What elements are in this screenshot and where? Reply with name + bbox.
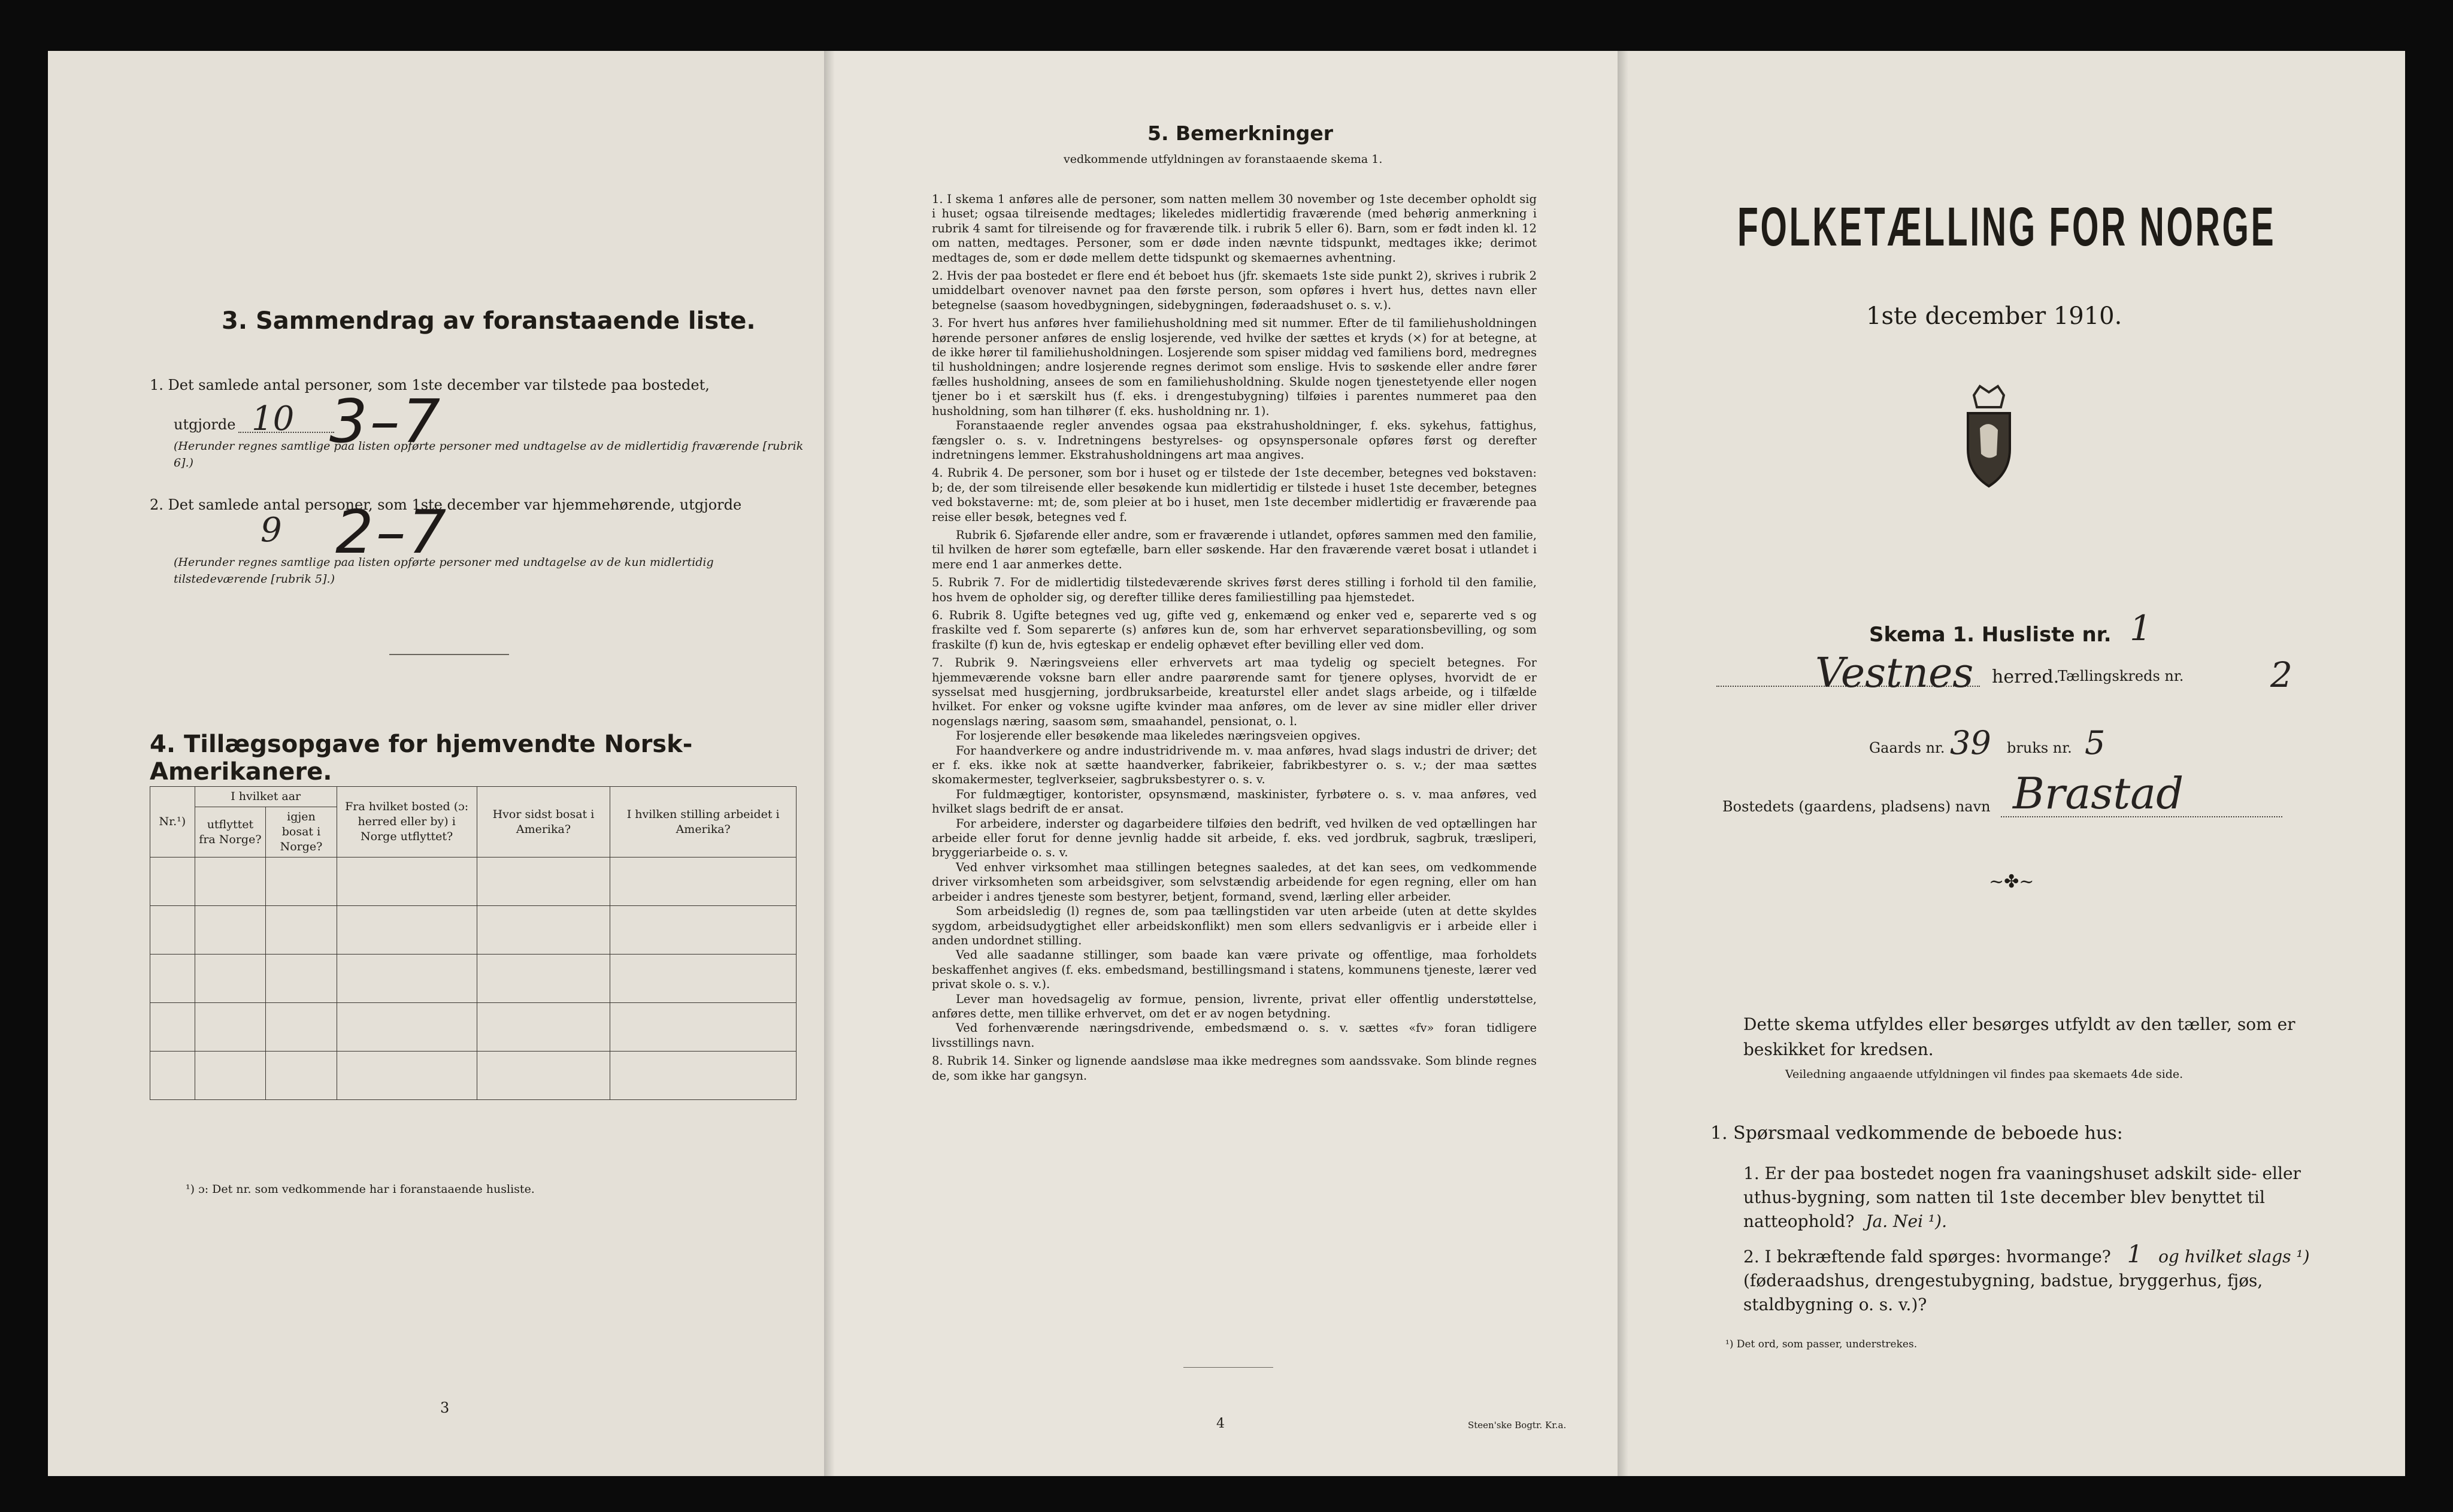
remark-paragraph: Som arbeidsledig (l) regnes de, som paa tællingstiden var uten arbeide (uten at dette skyldes sygdom, arbeidsudygtighet eller arbeidskonflikt) men som ellers sedvanligvis er i arbeide eller i anden undordnet stilling. xyxy=(932,904,1537,947)
kreds-number: 2 xyxy=(2270,655,2293,695)
question1-1 xyxy=(1743,1162,2318,1234)
page-fold xyxy=(824,51,835,1476)
question1-1-text: 1. Er der paa bostedet nogen fra vaaningshuset adskilt side- eller uthus-bygning, som natten til 1ste december blev benyttet til natteophold? xyxy=(1743,1163,2301,1231)
middle-page xyxy=(824,51,1618,1476)
remark-paragraph: 1. I skema 1 anføres alle de personer, som natten mellem 30 november og 1ste december opholdt sig i huset; ogsaa tilreisende medtages; likeledes midlertidig fraværende (med behørig anmerkning i rubrik 4 samt for tilreisende og for fraværende tilk. i rubrik 5 eller 6). Barn, som er født inden kl. 12 om natten, medtages. Personer, som er døde inden nævnte tidspunkt, medtages ikke; derimot medtages de, som er døde mellem dette tidspunkt og skemaernes avhentning. xyxy=(932,192,1537,265)
col-fra-hvilket-bosted: Fra hvilket bosted (ɔ: herred eller by) i Norge utflyttet? xyxy=(337,787,477,857)
ornament-icon: ~✤~ xyxy=(1989,871,2034,892)
remark-paragraph: For losjerende eller besøkende maa likeledes næringsveien opgives. xyxy=(956,729,1361,743)
norway-coat-of-arms-icon xyxy=(1956,383,2022,491)
question1-2-options: (føderaadshus, drengestubygning, badstue, bryggerhus, fjøs, staldbygning o. s. v.)? xyxy=(1743,1271,2263,1314)
husliste-number: 1 xyxy=(2130,608,2152,649)
remark-paragraph: Lever man hovedsagelig av formue, pension, livrente, privat eller offentlig understøttelse, anføres dette, men tillike erhvervet, om det er av nogen betydning. xyxy=(932,992,1537,1020)
bosted-line xyxy=(2001,816,2282,817)
printer-imprint: Steen'ske Bogtr. Kr.a. xyxy=(1468,1420,1567,1431)
remark-paragraph: Rubrik 6. Sjøfarende eller andre, som er fraværende i utlandet, opføres sammen med den familie, til hvilken de hører som egtefælle, barn eller søskende. Har den fraværende været bosat i utlandet i mere end 1 aar anmerkes dette. xyxy=(932,528,1537,571)
left-page xyxy=(48,51,824,1476)
remark-paragraph: Ved forhenværende næringsdrivende, embedsmænd o. s. v. sættes «fv» foran tidligere livsstillings navn. xyxy=(932,1021,1537,1050)
col-utflyttet: utflyttet fra Norge? xyxy=(195,807,266,857)
remark-paragraph: For fuldmægtiger, kontorister, opsynsmænd, maskinister, fyrbøtere o. s. v. maa anføres, ved hvilket slags bedrift de er ansat. xyxy=(932,787,1537,816)
remark-paragraph: 4. Rubrik 4. De personer, som bor i huset og er tilstede der 1ste december, betegnes ved bokstaven: b; de, der som tilreisende eller besøkende kun midlertidig er tilstede i huset 1ste december, betegnes ved bokstaverne: mt; de, som pleier at bo i huset, men 1ste december midlertidig er fraværende paa reise eller besøk, betegnes ved f. xyxy=(932,466,1537,524)
question1-1-answer: Ja. Nei ¹). xyxy=(1866,1211,1947,1231)
herred-label: herred. xyxy=(1992,666,2060,687)
remark-paragraph: Ved enhver virksomhet maa stillingen betegnes saaledes, at det kan sees, om vedkommende driver virksomheten som arbeidsgiver, som selvstændig arbeidende for egen regning, eller om han arbeider i andres tjeneste som bestyrer, betjent, formand, svend, lærling eller arbeider. xyxy=(932,860,1537,904)
item1-text: 1. Det samlede antal personer, som 1ste december var tilstede paa bostedet, xyxy=(150,377,710,393)
table-row xyxy=(150,857,797,906)
question1-2 xyxy=(1743,1243,2318,1317)
item1-note: (Herunder regnes samtlige paa listen opførte personer med undtagelse av de midlertidig fraværende [rubrik 6].) xyxy=(174,440,804,469)
table-row xyxy=(150,1003,797,1052)
instruction-small: Veiledning angaaende utfyldningen vil findes paa skemaets 4de side. xyxy=(1785,1068,2184,1081)
bottom-divider xyxy=(1183,1367,1273,1368)
item1-handwritten-count: 10 xyxy=(252,399,295,438)
remark-paragraph: 3. For hvert hus anføres hver familiehusholdning med sit nummer. Efter de til familiehusholdningen hørende personer anføres de enslig losjerende, ved hvilke der sættes et kryds (×) for at betegne, at de ikke hører til familiehusholdningen. Losjerende som spiser middag ved familiens bord, medregnes til husholdningen; andre losjerende regnes derimot som enslige. Hvis to søskende eller andre fører fælles husholdning, ansees de som en familiehusholdning. Skulde nogen tjenestetyende eller nogen tjener bo i et særskilt hus (f. eks. i drengestubygning) tilføies i parentes nummeret paa den husholdning, som han tilhører (f. eks. husholdning nr. 1). xyxy=(932,316,1537,418)
col-igjen-bosat: igjen bosat i Norge? xyxy=(266,807,337,857)
item1-utgjorde-label: utgjorde xyxy=(174,416,236,433)
remarks-body xyxy=(932,192,1537,1083)
divider xyxy=(389,654,509,655)
item2-text: 2. Det samlede antal personer, som 1ste december var hjemmehørende, utgjorde xyxy=(150,496,742,513)
left-page-number: 3 xyxy=(440,1399,450,1416)
item1-handwritten-annotation: 3–7 xyxy=(329,386,443,456)
bosted-label: Bostedets (gaardens, pladsens) navn xyxy=(1722,798,1991,815)
col-nr: Nr.¹) xyxy=(150,787,195,857)
norsk-amerikanere-table xyxy=(150,786,797,1100)
question1-2-kind: og hvilket slags ¹) xyxy=(2158,1247,2310,1266)
right-page xyxy=(1618,51,2405,1476)
table-row xyxy=(150,1052,797,1100)
remark-paragraph: For haandverkere og andre industridrivende m. v. maa anføres, hvad slags industri de driver; det er f. eks. ikke nok at sætte haandverker, fabrikeier, fabrikbestyrer o. s. v.; der maa sættes skomakermester, teglverkseier, sagbruksbestyrer o. s. v. xyxy=(932,743,1537,787)
table-row xyxy=(150,906,797,955)
remark-paragraph: 8. Rubrik 14. Sinker og lignende aandsløse maa ikke medregnes som aandssvake. Som blinde regnes de, som ikke har gangsyn. xyxy=(932,1054,1537,1083)
instruction-text: Dette skema utfyldes eller besørges utfyldt av den tæller, som er beskikket for kredsen. xyxy=(1743,1014,2295,1059)
question1-heading: 1. Spørsmaal vedkommende de beboede hus: xyxy=(1710,1123,2123,1144)
gaards-number: 39 xyxy=(1950,724,1991,762)
section4-title: 4. Tillægsopgave for hjemvendte Norsk-Amerikanere. xyxy=(150,731,693,786)
remarks-subheading: vedkommende utfyldningen av foranstaaende skema 1. xyxy=(1064,153,1383,166)
schema-label: Skema 1. Husliste nr. xyxy=(1869,623,2112,647)
item2-handwritten-count: 9 xyxy=(261,511,282,550)
col-i-hvilket-aar: I hvilket aar xyxy=(195,787,337,807)
right-footnote: ¹) Det ord, som passer, understrekes. xyxy=(1725,1338,1918,1350)
gaards-label: Gaards nr. xyxy=(1869,740,1945,756)
remark-paragraph: Ved alle saadanne stillinger, som baade kan være private og offentlige, maa forholdets beskaffenhet angives (f. eks. embedsmand, bestillingsmand i statens, kommunens tjeneste, lærer ved privat skole o. s. v.). xyxy=(932,948,1537,992)
left-footnote: ¹) ɔ: Det nr. som vedkommende har i foranstaaende husliste. xyxy=(186,1183,535,1196)
bruks-number: 5 xyxy=(2085,724,2106,762)
remark-paragraph: 6. Rubrik 8. Ugifte betegnes ved ug, gifte ved g, enkemænd og enker ved e, separerte ved s og fraskilte ved f. Som separerte (s) anføres kun de, som har erhvervet separationsbevilling, og som fraskilte (f) kun de, hvis egteskap er endelig ophævet efter bevilling eller ved dom. xyxy=(932,608,1537,652)
kreds-label: Tællingskreds nr. xyxy=(2058,668,2184,684)
page-fold xyxy=(1618,51,1628,1476)
census-date: 1ste december 1910. xyxy=(1866,302,2122,330)
item2-handwritten-annotation: 2–7 xyxy=(335,497,449,567)
remarks-heading: 5. Bemerkninger xyxy=(1147,122,1334,145)
bosted-name: Brastad xyxy=(2013,768,2184,819)
item2-note: (Herunder regnes samtlige paa listen opførte personer med undtagelse av de kun midlertidig tilstedeværende [rubrik 5].) xyxy=(174,556,714,586)
col-hvor-sidst-bosat: Hvor sidst bosat i Amerika? xyxy=(477,787,610,857)
middle-page-number: 4 xyxy=(1216,1416,1225,1431)
herred-handwritten: Vestnes xyxy=(1815,650,1974,697)
remark-paragraph: 5. Rubrik 7. For de midlertidig tilstedeværende skrives først deres stilling i forhold til den familie, hos hvem de opholder sig, og derefter tillike deres familiestilling paa hjemstedet. xyxy=(932,575,1537,604)
question1-2-text: 2. I bekræftende fald spørges: hvormange? xyxy=(1743,1247,2111,1266)
section3-title: 3. Sammendrag av foranstaaende liste. xyxy=(222,307,756,335)
remark-paragraph: Foranstaaende regler anvendes ogsaa paa ekstrahusholdninger, f. eks. sykehus, fattighus, fængsler o. s. v. Indretningens bestyrelses- og opsynspersonale opføres først og derefter indretningens lemmer. Ekstrahusholdningens art maa angives. xyxy=(932,419,1537,462)
question1-2-handwritten: 1 xyxy=(2127,1241,2143,1268)
remark-paragraph: 2. Hvis der paa bostedet er flere end ét beboet hus (jfr. skemaets 1ste side punkt 2), skrives i rubrik 2 umiddelbart ovenover navnet paa den første person, som opføres i hvert hus, dettes navn eller betegnelse (saasom hovedbygningen, sidebygningen, føderaadshuset o. s. v.). xyxy=(932,269,1537,312)
bruks-label: bruks nr. xyxy=(2007,740,2072,756)
col-stilling: I hvilken stilling arbeidet i Amerika? xyxy=(610,787,797,857)
table-row xyxy=(150,955,797,1003)
remark-paragraph: 7. Rubrik 9. Næringsveiens eller erhvervets art maa tydelig og specielt betegnes. For hjemmeværende voksne barn eller andre paarørende samt for tjenere oplyses, hvorvidt de er sysselsat med husgjerning, jordbruksarbeide, kreaturstel eller andet slags arbeide, og i tilfælde hvilket. For enker og voksne ugifte kvinder maa anføres, om de lever av sine midler eller driver nogenslags næring, saasom søm, smaahandel, pensionat, o. l. xyxy=(932,656,1537,728)
main-title: FOLKETÆLLING FOR NORGE xyxy=(1737,196,2276,257)
remark-paragraph: For arbeidere, inderster og dagarbeidere tilføies den bedrift, ved hvilken de ved optællingen har arbeide eller forut for denne jevnlig hadde sit arbeide, f. eks. ved jordbruk, sagbruk, træsliperi, bryggeriarbeide o. s. v. xyxy=(932,816,1537,860)
